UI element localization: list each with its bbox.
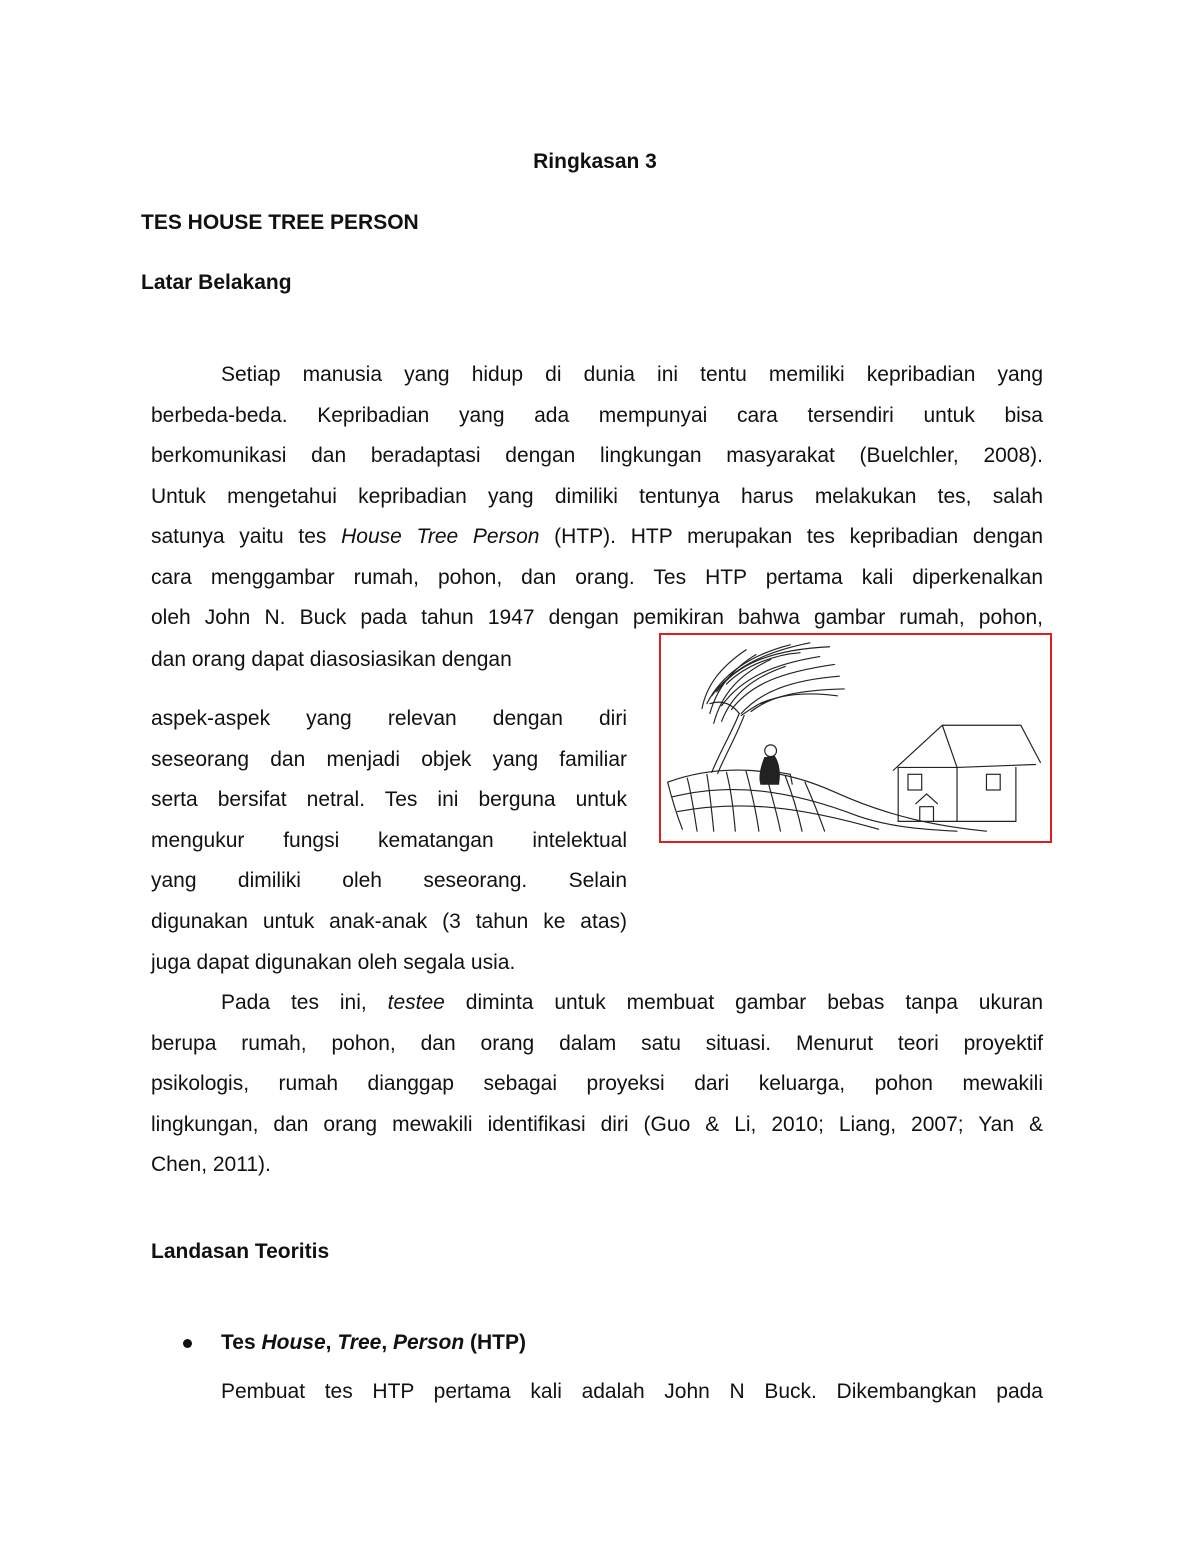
- page-title: Ringkasan 3: [533, 150, 657, 173]
- paragraph-line: Setiap manusia yang hidup di dunia ini tentu memiliki kepribadian yang: [221, 363, 1043, 386]
- paragraph-line: juga dapat digunakan oleh segala usia.: [151, 951, 516, 974]
- main-heading: TES HOUSE TREE PERSON: [141, 211, 419, 234]
- paragraph-line: yang dimiliki oleh seseorang. Selain: [151, 869, 627, 892]
- htp-drawing-figure: [659, 633, 1052, 843]
- section-heading-theory: Landasan Teoritis: [151, 1240, 330, 1263]
- paragraph-line: lingkungan, dan orang mewakili identifikasi diri (Guo & Li, 2010; Liang, 2007; Yan &: [151, 1113, 1043, 1136]
- paragraph-line: satunya yaitu tes House Tree Person (HTP). HTP merupakan tes kepribadian dengan: [151, 525, 1043, 548]
- paragraph-line: Untuk mengetahui kepribadian yang dimiliki tentunya harus melakukan tes, salah: [151, 485, 1043, 508]
- bullet-icon: [183, 1339, 192, 1348]
- paragraph-line: psikologis, rumah dianggap sebagai proyeksi dari keluarga, pohon mewakili: [151, 1072, 1043, 1095]
- paragraph-line: cara menggambar rumah, pohon, dan orang. Tes HTP pertama kali diperkenalkan: [151, 566, 1043, 589]
- paragraph-line: oleh John N. Buck pada tahun 1947 dengan pemikiran bahwa gambar rumah, pohon,: [151, 606, 1043, 629]
- paragraph-line: digunakan untuk anak-anak (3 tahun ke atas): [151, 910, 627, 933]
- paragraph-line: aspek-aspek yang relevan dengan diri: [151, 707, 627, 730]
- paragraph-line: mengukur fungsi kematangan intelektual: [151, 829, 627, 852]
- paragraph-line: Pembuat tes HTP pertama kali adalah John N Buck. Dikembangkan pada: [221, 1380, 1043, 1403]
- bullet-heading: Tes House, Tree, Person (HTP): [221, 1331, 527, 1354]
- paragraph-line: dan orang dapat diasosiasikan dengan: [151, 648, 512, 671]
- paragraph-line: berupa rumah, pohon, dan orang dalam satu situasi. Menurut teori proyektif: [151, 1032, 1043, 1055]
- paragraph-line: berbeda-beda. Kepribadian yang ada mempunyai cara tersendiri untuk bisa: [151, 404, 1043, 427]
- section-heading-background: Latar Belakang: [141, 271, 292, 294]
- htp-drawing-icon: [661, 635, 1050, 841]
- paragraph-line: serta bersifat netral. Tes ini berguna untuk: [151, 788, 627, 811]
- paragraph-line: berkomunikasi dan beradaptasi dengan lingkungan masyarakat (Buelchler, 2008).: [151, 444, 1043, 467]
- paragraph-line: seseorang dan menjadi objek yang familiar: [151, 748, 627, 771]
- paragraph-line: Chen, 2011).: [151, 1153, 271, 1176]
- paragraph-line: Pada tes ini, testee diminta untuk membuat gambar bebas tanpa ukuran: [221, 991, 1044, 1014]
